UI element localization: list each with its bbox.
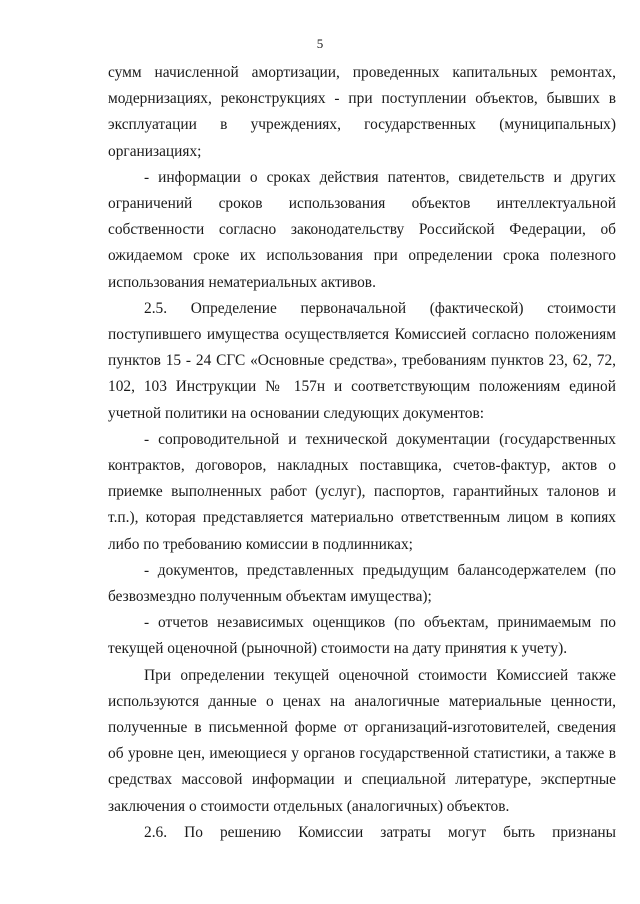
paragraph-depreciation-continuation: сумм начисленной амортизации, проведенных капитальных ремонтах, модернизациях, реконструкциях - при поступлении объектов, бывших в эксплуатации в учреждениях, государственных (муниципальных) организациях; — [108, 64, 616, 160]
paragraph-technical-documentation: - сопроводительной и технической документации (государственных контрактов, договоров, накладных поставщика, счетов-фактур, актов о приемке выполненных работ (услуг), паспортов, гарантийных талонов и т.п.), которая представляется материально ответственным лицом в копиях либо по требованию комиссии в подлинниках; — [108, 430, 616, 553]
page-number: 5 — [316, 36, 324, 51]
paragraph-patents-info: - информации о сроках действия патентов, свидетельств и других ограничений сроков использования объектов интеллектуальной собственности согласно законодательству Российской Федерации, об ожидаемом сроке их использования при определении срока полезного использования нематериальных активов. — [108, 168, 616, 291]
document-body — [108, 60, 616, 846]
paragraph-previous-holder-documents: - документов, представленных предыдущим балансодержателем (по безвозмездно полученным объектам имущества); — [108, 561, 616, 606]
paragraph-section-2-5: 2.5. Определение первоначальной (фактической) стоимости поступившего имущества осуществляется Комиссией согласно положениям пунктов 15 - 24 СГС «Основные средства», требованиям пунктов 23, 62, 72, 102, 103 Инструкции № 157н и соответствующим положениям единой учетной политики на основании следующих документов: — [108, 299, 616, 422]
paragraph-appraiser-reports: - отчетов независимых оценщиков (по объектам, принимаемым по текущей оценочной (рыночной) стоимости на дату принятия к учету). — [108, 614, 616, 658]
paragraph-current-value-sources: При определении текущей оценочной стоимости Комиссией также используются данные о ценах на аналогичные материальные ценности, полученные в письменной форме от организаций-изготовителей, сведения об уровне цен, имеющиеся у органов государственной статистики, а также в средствах массовой информации и специальной литературе, экспертные заключения о стоимости отдельных (аналогичных) объектов. — [108, 666, 616, 815]
paragraph-section-2-6: 2.6. По решению Комиссии затраты могут быть признаны — [144, 823, 616, 841]
